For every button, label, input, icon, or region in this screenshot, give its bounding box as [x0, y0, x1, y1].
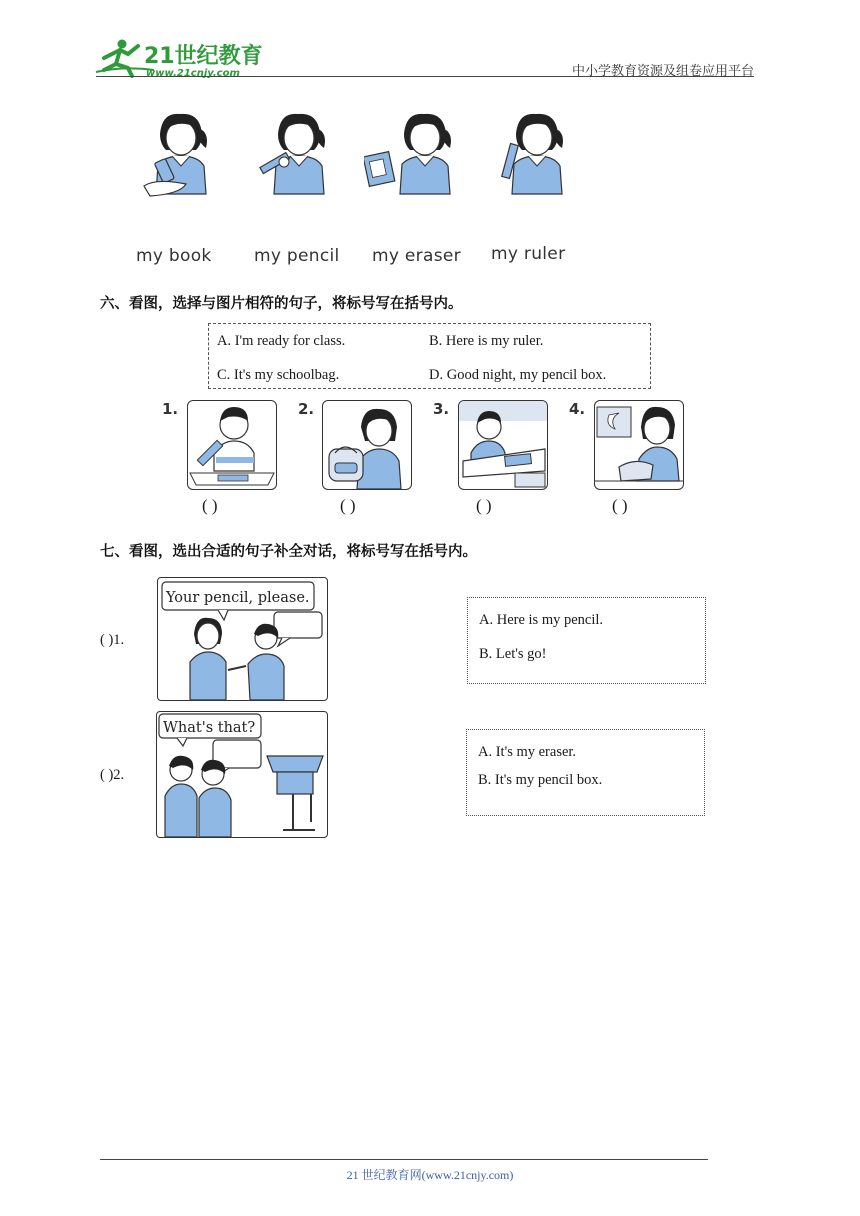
caption-my-pencil: my pencil [254, 246, 340, 266]
logo-url-text: www.21cnjy.com [146, 68, 240, 79]
option-a: A. I'm ready for class. [217, 333, 346, 349]
picture-card-1 [187, 400, 277, 490]
footer-divider [100, 1159, 708, 1160]
q1-answer-blank[interactable]: ( )1. [100, 632, 125, 648]
q2-bubble-text: What's that? [163, 720, 256, 736]
q1-option-a: A. Here is my pencil. [479, 612, 604, 628]
logo-main-text: 21世纪教育 [144, 44, 263, 69]
girl-book-illustration [136, 108, 236, 204]
q2-answer-blank[interactable]: ( )2. [100, 767, 125, 783]
q2-options-box [466, 729, 705, 816]
picture-card-2 [322, 400, 412, 490]
picture-number-4: 4. [569, 400, 586, 418]
q1-option-b: B. Let's go! [479, 646, 547, 662]
option-d: D. Good night, my pencil box. [429, 367, 607, 383]
answer-blank-1[interactable]: ( ) [202, 496, 218, 515]
q2-option-a: A. It's my eraser. [478, 744, 577, 760]
answer-blank-3[interactable]: ( ) [476, 496, 492, 515]
caption-my-eraser: my eraser [372, 246, 461, 266]
option-b: B. Here is my ruler. [429, 333, 544, 349]
picture-card-3 [458, 400, 548, 490]
girl-ruler-illustration [492, 108, 592, 204]
picture-number-1: 1. [162, 400, 179, 418]
answer-blank-2[interactable]: ( ) [340, 496, 356, 515]
picture-number-3: 3. [433, 400, 450, 418]
picture-number-2: 2. [298, 400, 315, 418]
answer-blank-4[interactable]: ( ) [612, 496, 628, 515]
site-logo [94, 36, 264, 80]
section6-options-box [208, 323, 651, 389]
girl-eraser-illustration [364, 108, 464, 204]
girl-pencil-illustration [254, 108, 354, 204]
q1-scene [157, 577, 328, 701]
section6-title: 六、看图，选择与图片相符的句子，将标号写在括号内。 [100, 296, 463, 312]
q1-options-box [467, 597, 706, 684]
option-c: C. It's my schoolbag. [217, 367, 340, 383]
header-divider [96, 76, 754, 77]
picture-card-4 [594, 400, 684, 490]
footer-text: 21 世纪教育网(www.21cnjy.com) [346, 1168, 514, 1182]
q2-option-b: B. It's my pencil box. [478, 772, 603, 788]
header-platform-text: 中小学教育资源及组卷应用平台 [571, 64, 754, 79]
q2-scene [156, 711, 328, 838]
q1-bubble-text: Your pencil, please. [166, 590, 310, 606]
caption-my-book: my book [136, 246, 212, 266]
caption-my-ruler: my ruler [491, 244, 566, 264]
section7-title: 七、看图，选出合适的句子补全对话，将标号写在括号内。 [100, 544, 477, 560]
